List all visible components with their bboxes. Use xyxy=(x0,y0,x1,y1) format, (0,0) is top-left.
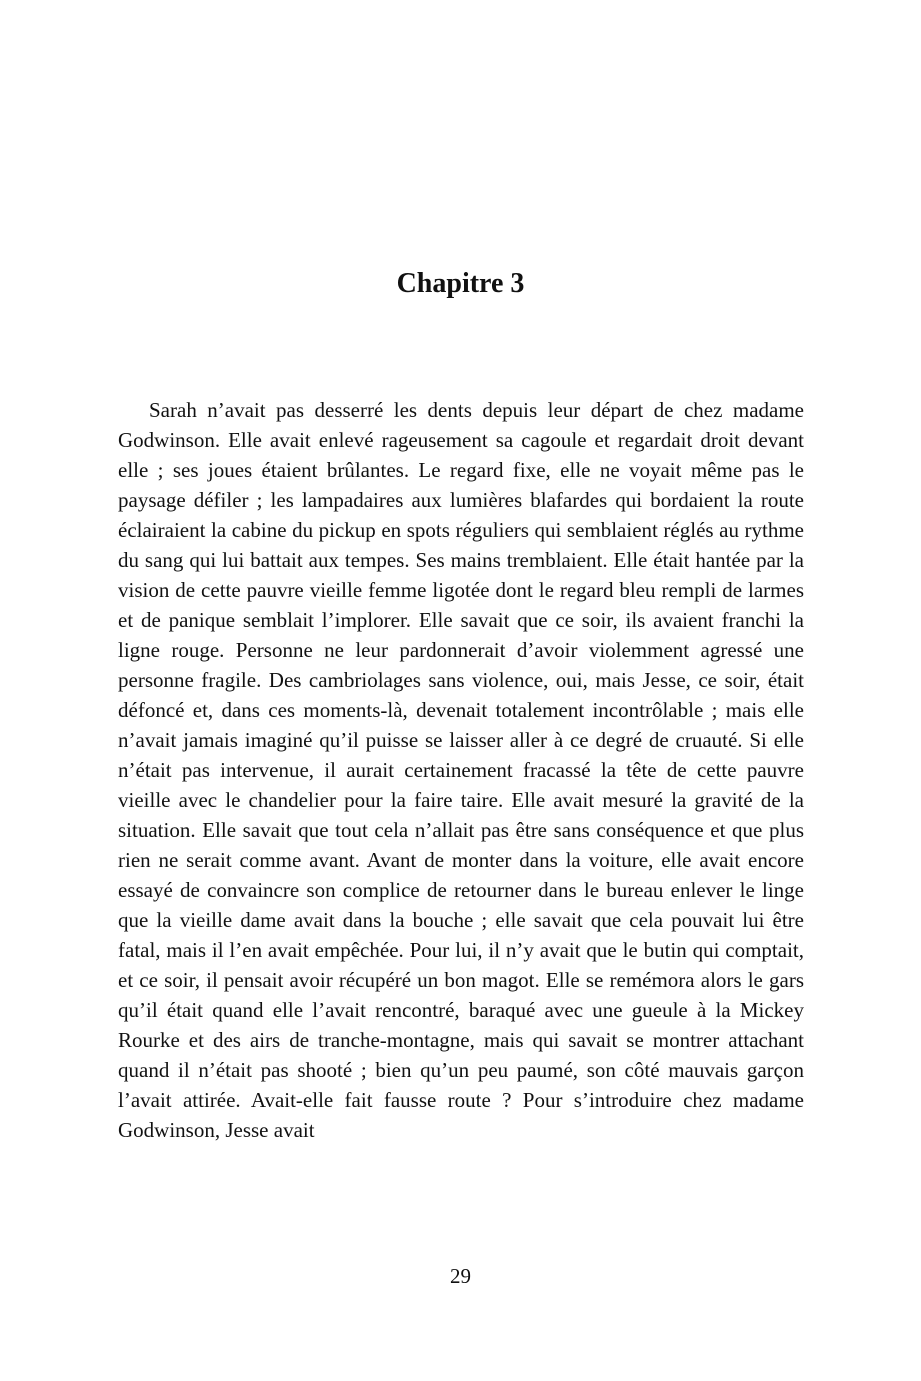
chapter-title: Chapitre 3 xyxy=(396,268,525,299)
body-paragraph: Sarah n’avait pas desserré les dents depuis leur départ de chez madame Godwinson. Elle avait enlevé rageusement sa cagoule et regardait droit devant elle ; ses joues étaient brûlantes. Le regard fixe, elle ne voyait même pas le paysage défiler ; les lampadaires aux lumières blafardes qui bordaient la route éclairaient la cabine du pickup en spots réguliers qui semblaient réglés au rythme du sang qui lui battait aux tempes. Ses mains tremblaient. Elle était hantée par la vision de cette pauvre vieille femme ligotée dont le regard bleu rempli de larmes et de panique semblait l’implorer. Elle savait que ce soir, ils avaient franchi la ligne rouge. Personne ne leur pardonnerait d’avoir violemment agressé une personne fragile. Des cambriolages sans violence, oui, mais Jesse, ce soir, était défoncé et, dans ces moments-là, devenait totalement incontrôlable ; mais elle n’avait jamais imaginé qu’il puisse se laisser aller à ce degré de cruauté. Si elle n’était pas intervenue, il aurait certainement fracassé la tête de cette pauvre vieille avec le chandelier pour la faire taire. Elle avait mesuré la gravité de la situation. Elle savait que tout cela n’allait pas être sans conséquence et que plus rien ne serait comme avant. Avant de monter dans la voiture, elle avait encore essayé de convaincre son complice de retourner dans le bureau enlever le linge que la vieille dame avait dans la bouche ; elle savait que cela pouvait lui être fatal, mais il l’en avait empêchée. Pour lui, il n’y avait que le butin qui comptait, et ce soir, il pensait avoir récupéré un bon magot. Elle se remémora alors le gars qu’il était quand elle l’avait rencontré, baraqué avec une gueule à la Mickey Rourke et des airs de tranche-montagne, mais qui savait se montrer attachant quand il n’était pas shooté ; bien qu’un peu paumé, son côté mauvais garçon l’avait attirée. Avait-elle fait fausse route ? Pour s’introduire chez madame Godwinson, Jesse avait xyxy=(118,398,804,1142)
page-number: 29 xyxy=(450,1264,471,1288)
